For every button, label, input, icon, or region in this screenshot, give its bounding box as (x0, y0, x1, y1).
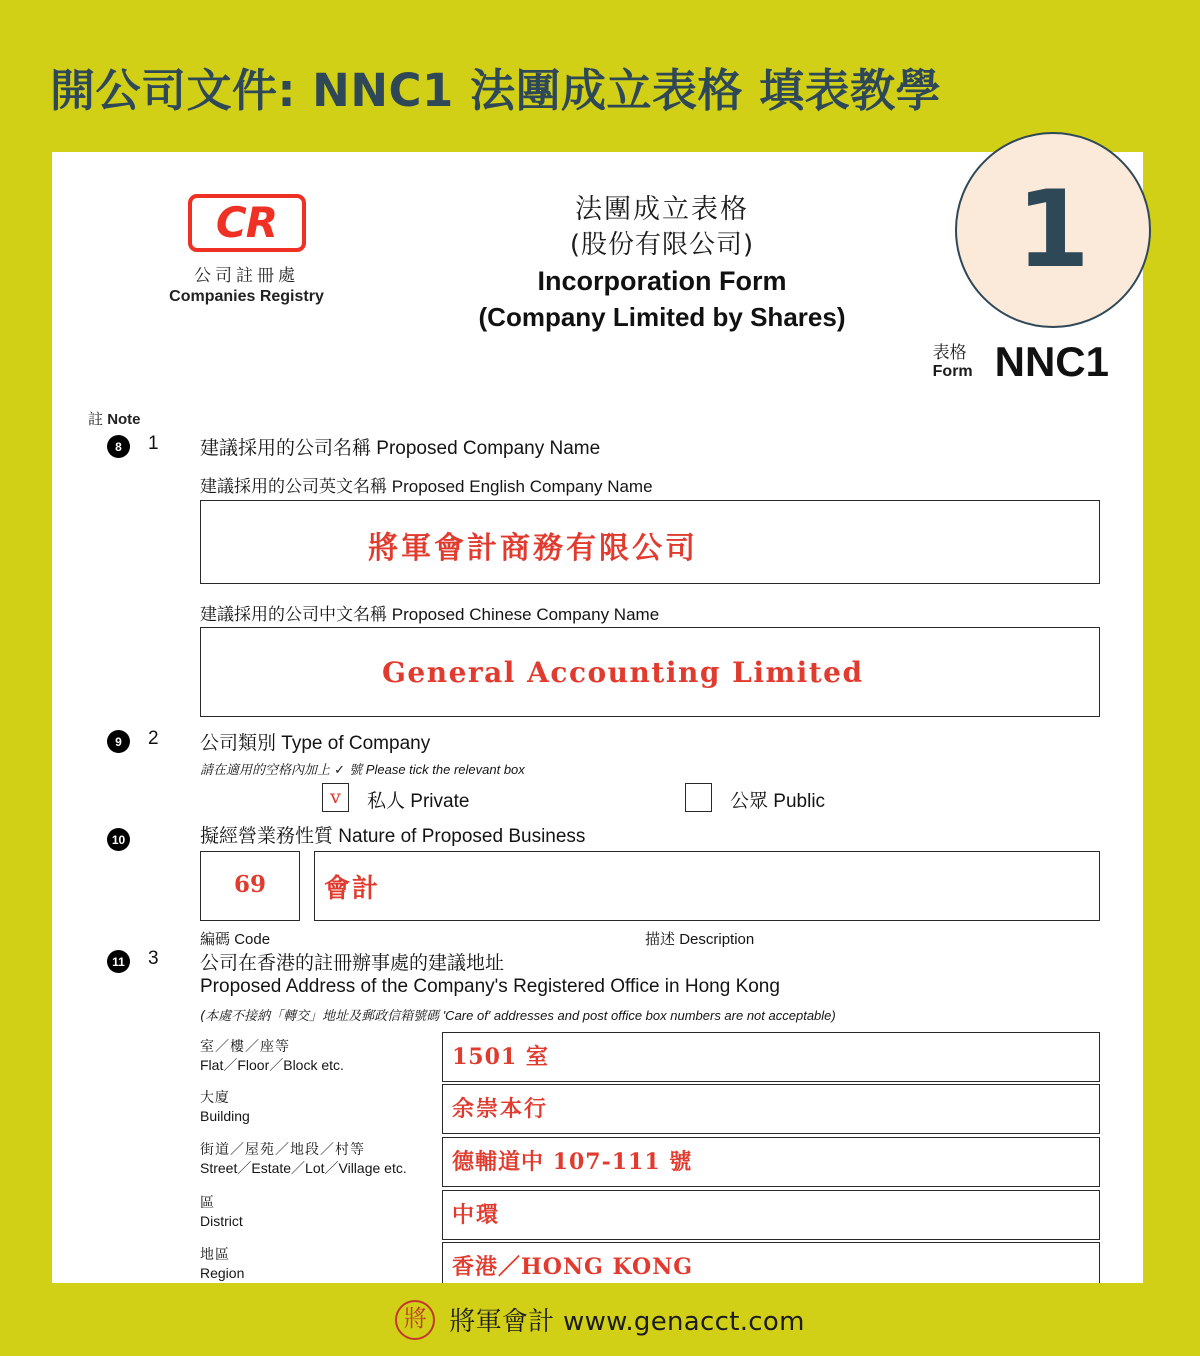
form-code-block (933, 338, 1109, 386)
page-title: 開公司文件: NNC1 法團成立表格 填表教學 (50, 64, 942, 117)
section2-instruction-en: Please tick the relevant box (365, 762, 525, 777)
business-description-value: 會計 (324, 874, 381, 904)
checkbox-public[interactable] (685, 783, 712, 812)
cr-monogram-icon (188, 194, 306, 252)
form-title-cn-line1: 法團成立表格 (575, 194, 749, 225)
section2-title-en: Type of Company (281, 733, 431, 754)
address-label-street-cn: 街道／屋苑／地段／村等 (200, 1142, 365, 1158)
section3-title-cn (200, 948, 504, 975)
address-label-building-cn: 大廈 (200, 1090, 230, 1106)
nature-title-cn: 擬經營業務性質 (200, 825, 334, 847)
form-title-cn-line2: (股份有限公司) (569, 229, 755, 260)
description-caption (645, 928, 754, 949)
private-label-en: Private (410, 791, 470, 812)
note-header-cn: 註 (88, 410, 104, 428)
note-column-header (88, 408, 141, 429)
form-label-en: Form (932, 362, 973, 380)
footer-brand-text: 將軍會計 www.genacct.com (449, 1307, 805, 1337)
section3-title-cn-text: 公司在香港的註冊辦事處的建議地址 (200, 952, 505, 974)
footer-bar (0, 1283, 1200, 1356)
description-caption-en: Description (679, 931, 755, 948)
address-label-building (200, 1090, 250, 1126)
address-label-district (200, 1195, 243, 1231)
note-marker-section1: 8 (107, 435, 130, 458)
address-label-district-en: District (200, 1212, 243, 1229)
chinese-name-value: General Accounting Limited (382, 656, 864, 689)
address-label-street-en: Street／Estate／Lot／Village etc. (200, 1159, 407, 1176)
code-caption (200, 928, 270, 949)
checkbox-private[interactable] (322, 783, 349, 812)
business-code-value: 69 (234, 871, 267, 898)
section1-title (200, 433, 600, 460)
registry-name-cn: 公司註冊處 (194, 266, 299, 286)
form-title-block (382, 192, 942, 334)
address-value-building: 余崇本行 (452, 1096, 549, 1122)
section2-title (200, 728, 430, 755)
brand-seal-glyph: 將 (403, 1306, 427, 1332)
section1-title-cn: 建議採用的公司名稱 (200, 437, 372, 459)
header-banner (0, 0, 1200, 152)
english-name-label (200, 472, 653, 497)
section1-number: 1 (148, 433, 159, 454)
form-title-en-line2: (Company Limited by Shares) (478, 301, 846, 332)
address-label-building-en: Building (200, 1107, 250, 1124)
note-marker-section3: 11 (107, 950, 130, 973)
address-label-flat (200, 1039, 344, 1075)
section3-number: 3 (148, 948, 159, 969)
section3-title-en: Proposed Address of the Company's Registered Office in Hong Kong (200, 976, 780, 997)
chinese-name-label (200, 600, 659, 625)
checkbox-private-tick: v (330, 786, 341, 808)
section3-note-en: 'Care of' addresses and post office box numbers are not acceptable) (442, 1008, 836, 1023)
code-caption-en: Code (234, 931, 271, 948)
registry-name-en: Companies Registry (169, 288, 324, 305)
address-value-district: 中環 (452, 1202, 501, 1228)
private-label (367, 786, 469, 813)
chinese-name-label-cn: 建議採用的公司中文名稱 (200, 605, 387, 625)
section2-number: 2 (148, 728, 159, 749)
public-label-en: Public (773, 791, 826, 812)
address-label-region-en: Region (200, 1264, 245, 1281)
section2-instruction (200, 759, 525, 778)
nature-title-en: Nature of Proposed Business (338, 826, 586, 847)
address-label-flat-en: Flat／Floor／Block etc. (200, 1056, 344, 1073)
section2-instruction-cn: 請在適用的空格內加上 ✓ 號 (200, 763, 363, 778)
business-description-input[interactable] (314, 851, 1100, 921)
brand-seal-icon (395, 1300, 435, 1340)
step-number-value: 1 (1016, 168, 1090, 291)
form-label-cn: 表格 (932, 342, 967, 363)
address-label-street (200, 1142, 407, 1178)
nature-title (200, 821, 585, 848)
address-label-region-cn: 地區 (200, 1247, 230, 1263)
address-label-flat-cn: 室／樓／座等 (200, 1039, 290, 1055)
cr-monogram-text: CR (215, 198, 278, 247)
description-caption-cn: 描述 (645, 930, 676, 948)
code-caption-cn: 編碼 (200, 930, 231, 948)
form-title-en-line1: Incorporation Form (537, 265, 787, 296)
form-code-value: NNC1 (994, 338, 1109, 385)
section3-note (200, 1005, 836, 1024)
address-label-district-cn: 區 (200, 1195, 215, 1211)
address-label-region (200, 1247, 244, 1283)
section3-note-cn: (本處不接納「轉交」地址及郵政信箱號碼 (200, 1009, 440, 1024)
note-marker-nature: 10 (107, 828, 130, 851)
english-name-label-cn: 建議採用的公司英文名稱 (200, 477, 387, 497)
english-name-value: 將軍會計商務有限公司 (368, 531, 698, 566)
english-name-label-en: Proposed English Company Name (391, 477, 653, 496)
companies-registry-logo (154, 194, 339, 306)
section1-title-en: Proposed Company Name (376, 438, 601, 459)
note-header-en: Note (107, 411, 141, 428)
step-number-badge (955, 132, 1151, 328)
address-value-flat: 1501 室 (452, 1044, 549, 1070)
address-value-region: 香港／HONG KONG (452, 1254, 694, 1280)
section2-title-cn: 公司類別 (200, 732, 277, 754)
chinese-name-label-en: Proposed Chinese Company Name (391, 605, 660, 624)
address-value-street: 德輔道中 107-111 號 (452, 1149, 693, 1175)
public-label-cn: 公眾 (730, 790, 769, 812)
public-label (730, 786, 825, 813)
note-marker-section2: 9 (107, 730, 130, 753)
private-label-cn: 私人 (367, 790, 406, 812)
address-input-district[interactable] (442, 1190, 1100, 1240)
